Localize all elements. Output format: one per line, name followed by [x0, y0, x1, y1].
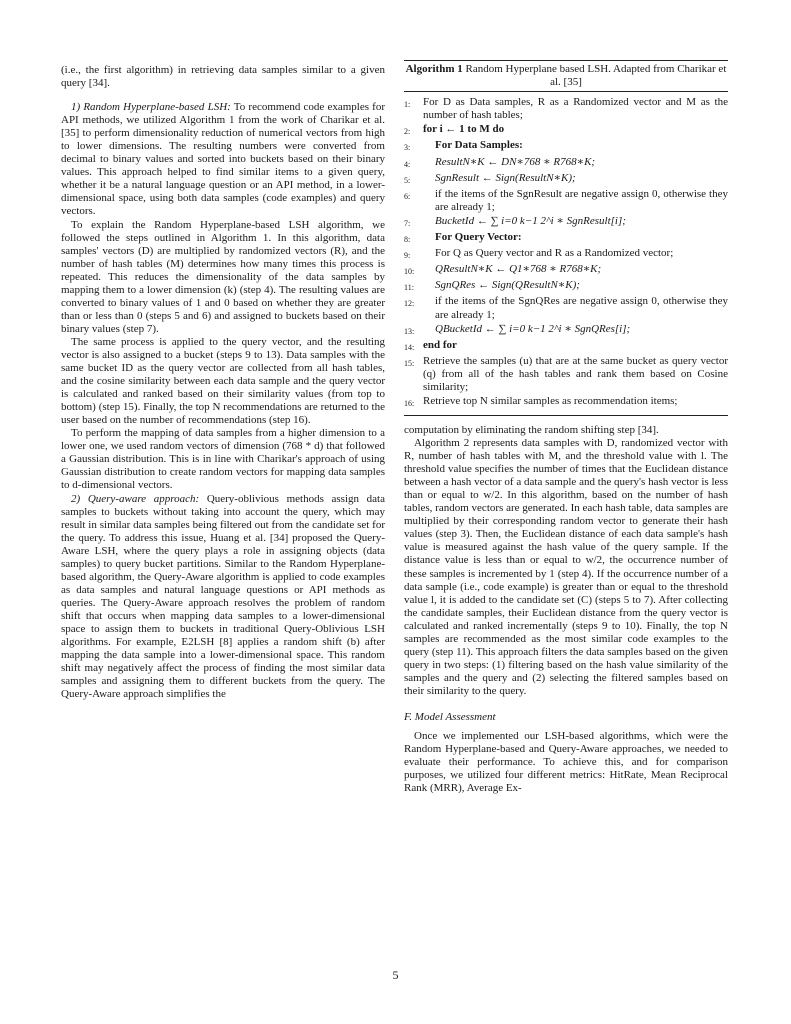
algorithm-line: 4: ResultN∗K ← DN∗768 ∗ R768∗K; — [404, 155, 596, 169]
algorithm-line: 2: for i ← 1 to M do — [404, 123, 505, 137]
algorithm-line: 14: end for — [404, 338, 457, 352]
algorithm-line: 13: QBucketId ← ∑ i=0 k−1 2^i ∗ SgnQRes[i]; — [404, 322, 631, 336]
paragraph: Once we implemented our LSH-based algorithms, which were the Random Hyperplane-based and Query-Aware approaches, we needed to evaluate their performance. To achieve this, and for comparison purposes, we utilized four different metrics: HitRate, Mean Reciprocal Rank (MRR), Average Ex- — [404, 730, 728, 795]
algorithm-caption: Algorithm 1 Random Hyperplane based LSH. Adapted from Charikar et al. [35] — [404, 61, 728, 92]
paragraph: 1) Random Hyperplane-based LSH: To recommend code examples for API methods, we utilized Algorithm 1 from the work of Charikar et al. [35] to perform dimensionality reduction of numerical vectors from high to lower dimensions. The resulting numbers were converted from decimal to binary values and sorted into buckets based on their binary values. This approach helped to find similar items to a given query, whether it be a natural language question or an API method, in a lower-dimensional space, using both data samples (code examples) and query vectors. — [61, 101, 385, 218]
algorithm-line: 3: For Data Samples: — [404, 139, 523, 153]
algorithm-lines — [404, 92, 728, 415]
left-column — [61, 64, 385, 701]
right-column — [404, 424, 728, 795]
algorithm-box — [404, 60, 728, 416]
paragraph: 2) Query-aware approach: Query-oblivious methods assign data samples to buckets without taking into account the query, which may result in similar data samples being filtered out from the candidate set for the query. To address this issue, Huang et al. [34] proposed the Query-Aware LSH, where the query plays a role in assigning objects (data samples) to query bucket partitions. Similar to the Random Hyperplane-based algorithm, the Query-Aware algorithm is applied to code examples as data samples and natural language questions or API methods as queries. The Query-Aware approach resolves the problem of random shift that occurs when mapping data samples to a lower-dimensional space to assign them to buckets in traditional Query-Oblivious LSH algorithms. For example, E2LSH [8] applies a random shift (b) after mapping the data sample into a lower-dimensional space. This random shift may negatively affect the process of finding the most similar data samples and assigning them to different buckets from the query. The Query-Aware approach simplifies the — [61, 492, 385, 701]
paragraph: The same process is applied to the query vector, and the resulting vector is also assigned to a bucket (steps 9 to 13). Data samples with the same bucket ID as the query vector are collected from all hash tables, and the cosine similarity between each data sample and the query vector is calculated and ranked based on their similarity values (from top to bottom) (step 15). Finally, the top N recommendations are returned to the user based on the number of recommendations (step 16). — [61, 335, 385, 427]
subsection-heading: 2) Query-aware approach: — [71, 492, 200, 505]
algorithm-line: 6: if the items of the SgnResult are negative assign 0, otherwise they are already 1; — [404, 187, 728, 213]
page-number: 5 — [392, 968, 399, 982]
algorithm-line: 1: For D as Data samples, R as a Randomized vector and M as the number of hash tables; — [404, 96, 728, 122]
algorithm-line: 7: BucketId ← ∑ i=0 k−1 2^i ∗ SgnResult[i]; — [404, 214, 626, 228]
algorithm-line: 12: if the items of the SgnQRes are negative assign 0, otherwise they are already 1; — [404, 295, 728, 321]
paragraph: To perform the mapping of data samples from a higher dimension to a lower one, we used random vectors of dimension (768 * d) that followed a Gaussian distribution. This is in line with Charikar's approach of using Gaussian distribution to create random vectors for mapping data samples to d-dimensional vectors. — [61, 427, 385, 492]
paragraph: Algorithm 2 represents data samples with D, randomized vector with R, number of hash tables with M, and the threshold value with l. The threshold value specifies the number of times that the Euclidean distance between a hash vector of a data sample and the query's hash vector is less than or equal to w/2. In this algorithm, based on the number of hash tables, random vectors are generated. In each hash table, data samples are multiplied by their corresponding random vector to generate their hash values (step 3). Then, the Euclidean distance of each data sample's hash value is measured against the hash value of the query sample. If the distance value is less than or equal to w/2, the occurrence number of these samples is incremented by 1 (step 4). If the occurrence number of a data sample (i.e., code example) is greater than or equal to the threshold value l, it is added to the candidate set (C) (steps 5 to 7). After collecting the candidate samples, their Euclidean distance from the query vector is calculated and ranked incrementally (steps 9 to 10). Finally, the top N samples are recommended as the most similar code examples to the query (step 11). This approach filters the data samples based on the given query in two steps: (1) filtering based on the hash value similarity of the samples and the query and (2) selecting the filtered samples based on their similarity to the query. — [404, 437, 728, 697]
section-heading: F. Model Assessment — [404, 710, 496, 723]
algorithm-line: 9: For Q as Query vector and R as a Randomized vector; — [404, 247, 674, 261]
algorithm-line: 10: QResultN∗K ← Q1∗768 ∗ R768∗K; — [404, 263, 602, 277]
algorithm-line: 5: SgnResult ← Sign(ResultN∗K); — [404, 171, 576, 185]
algorithm-line: 11: SgnQRes ← Sign(QResultN∗K); — [404, 279, 580, 293]
algorithm-line: 8: For Query Vector: — [404, 231, 522, 245]
algorithm-line: 16: Retrieve top N similar samples as recommendation items; — [404, 395, 678, 409]
paragraph: computation by eliminating the random shifting step [34]. — [404, 424, 659, 436]
paragraph: To explain the Random Hyperplane-based LSH algorithm, we followed the steps outlined in Algorithm 1. In this algorithm, data samples' vectors (D) are multiplied by randomized vectors (R), and the number of hash tables (M) determines how many times this process is repeated. This reduces the dimensionality of the data samples by mapping them to a lower dimension (k) (step 4). The resulting values are converted to binary values of 1 and 0 based on whether they are greater than or less than 0 (steps 5 and 6) and assigned to buckets based on their binary values (step 7). — [61, 218, 385, 335]
paragraph: (i.e., the first algorithm) in retrieving data samples similar to a given query [34]. — [61, 64, 385, 90]
algorithm-line: 15: Retrieve the samples (u) that are at the same bucket as query vector (q) from all of the hash tables and rank them based on Cosine similarity; — [404, 354, 728, 393]
subsection-heading: 1) Random Hyperplane-based LSH: — [71, 101, 231, 114]
